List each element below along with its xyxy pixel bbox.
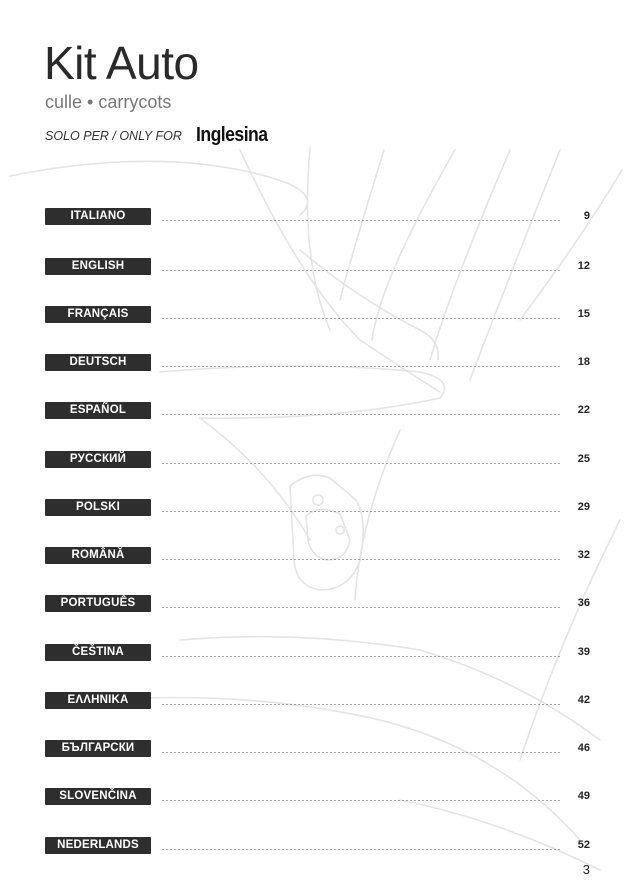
toc-page-number: 49 [577,790,590,802]
toc-entry[interactable] [45,594,590,612]
toc-page-number: 18 [577,356,590,368]
language-label: FRANÇAIS [45,306,151,323]
dot-leader [161,607,562,608]
dot-leader [161,656,562,657]
language-label: ROMÂNĂ [45,547,151,564]
toc-entry[interactable] [45,739,590,757]
toc-page-number: 9 [583,210,590,222]
toc-entry[interactable] [45,691,590,709]
language-label: ENGLISH [45,258,151,275]
language-label: NEDERLANDS [45,837,151,854]
toc-entry[interactable] [45,450,590,468]
toc-entry[interactable] [45,787,590,805]
toc-page-number: 36 [577,597,590,609]
dot-leader [161,704,562,705]
dot-leader [161,220,562,221]
solo-per-label: SOLO PER / ONLY FOR [45,128,182,143]
dot-leader [161,752,562,753]
toc-entry[interactable] [45,257,590,275]
language-label: ΕΛΛΗΝΙΚΑ [45,692,151,709]
toc-page-number: 39 [577,646,590,658]
dot-leader [161,463,562,464]
dot-leader [161,800,562,801]
language-label: БЪЛГАРСКИ [45,740,151,757]
toc-page-number: 29 [577,501,590,513]
language-label: РУССКИЙ [45,451,151,468]
dot-leader [161,366,562,367]
toc-entry[interactable] [45,498,590,516]
language-label: ČEŠTINA [45,644,151,661]
dot-leader [161,559,562,560]
toc-entry[interactable] [45,305,590,323]
toc-page-number: 42 [577,694,590,706]
language-label: DEUTSCH [45,354,151,371]
dot-leader [161,849,562,850]
dot-leader [161,414,562,415]
toc-entry[interactable] [45,207,590,225]
page-number: 3 [582,862,590,877]
dot-leader [161,270,562,271]
document-title: Kit Auto [44,37,199,89]
document-subtitle: culle • carrycots [45,92,172,112]
toc-entry[interactable] [45,546,590,564]
toc-page-number: 32 [577,549,590,561]
language-label: ESPAÑOL [45,402,151,419]
language-label: ITALIANO [45,208,151,225]
toc-entry[interactable] [45,836,590,854]
toc-page-number: 22 [577,404,590,416]
toc-page-number: 15 [577,308,590,320]
language-label: PORTUGUÊS [45,595,151,612]
dot-leader [161,511,562,512]
language-label: POLSKI [45,499,151,516]
toc-entry[interactable] [45,401,590,419]
brand-line [45,124,277,147]
toc-page-number: 25 [577,453,590,465]
brand-logo: Inglesina [195,124,268,146]
toc-entry[interactable] [45,353,590,371]
dot-leader [161,318,562,319]
toc-page-number: 46 [577,742,590,754]
language-label: SLOVENČINA [45,788,151,805]
toc-page-number: 52 [577,839,590,851]
toc-page-number: 12 [577,260,590,272]
toc-entry[interactable] [45,643,590,661]
